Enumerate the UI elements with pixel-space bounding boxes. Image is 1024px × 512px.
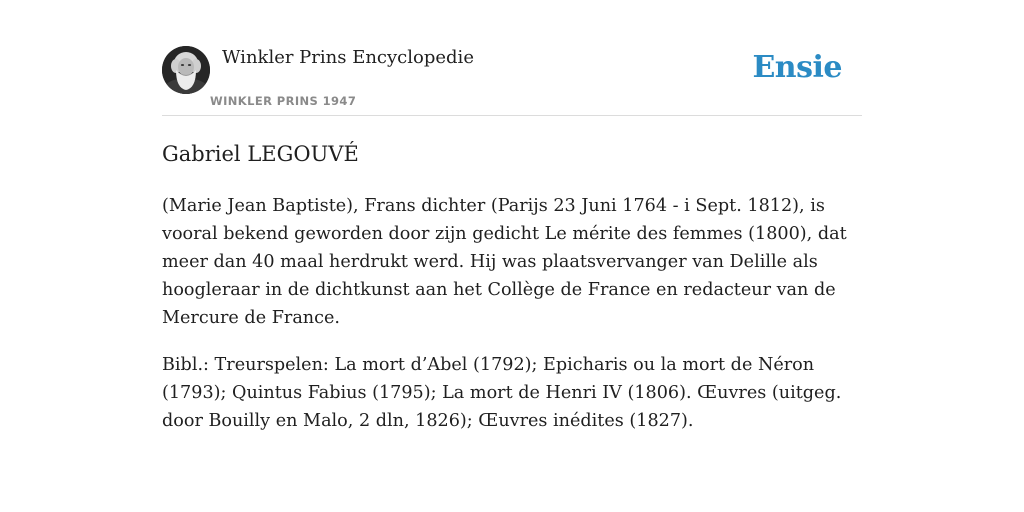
site-title[interactable]: Winkler Prins Encyclopedie — [222, 47, 474, 68]
site-header — [162, 46, 862, 116]
page-title: Gabriel LEGOUVÉ — [162, 142, 359, 166]
brand-logo[interactable]: Ensie — [752, 50, 842, 85]
article — [162, 138, 862, 454]
source-subtitle[interactable]: WINKLER PRINS 1947 — [210, 94, 357, 108]
bibliography-paragraph: Bibl.: Treurspelen: La mort d’Abel (1792); Epicharis ou la mort de Néron (1793); Quintus Fabius (1795); La mort de Henri IV (1806). Œuvres (uitgeg. door Bouilly en Malo, 2 dln, 1826); Œuvres inédites (1827). — [162, 355, 842, 431]
avatar[interactable] — [162, 46, 210, 94]
article-paragraph: (Marie Jean Baptiste), Frans dichter (Parijs 23 Juni 1764 - i Sept. 1812), is vooral bekend geworden door zijn gedicht Le mérite des femmes (1800), dat meer dan 40 maal herdrukt werd. Hij was plaatsvervanger van Delille als hoogleraar in de dichtkunst aan het Collège de France en redacteur van de Mercure de France. — [162, 196, 847, 328]
bearded-man-portrait-icon — [162, 46, 210, 94]
